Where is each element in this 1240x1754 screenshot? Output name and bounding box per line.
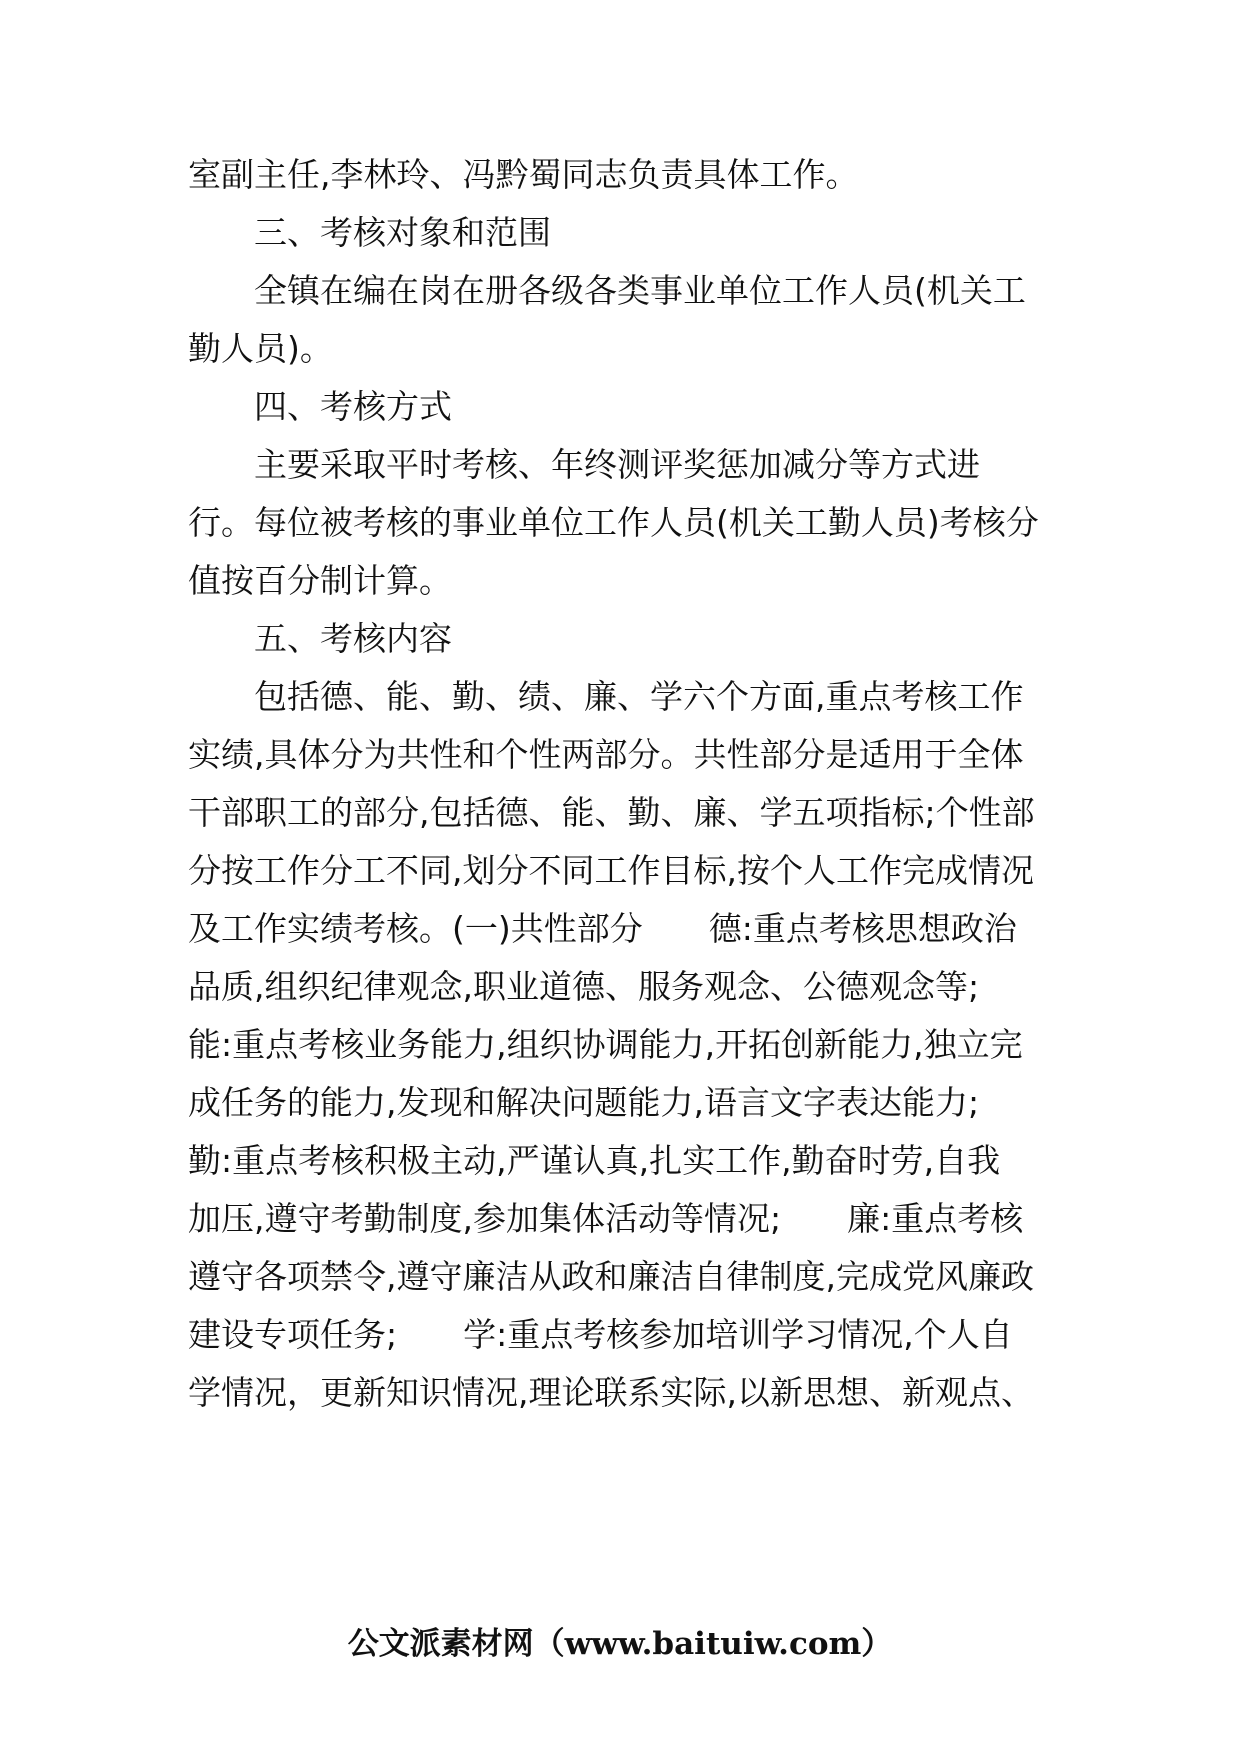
footer-watermark: 公文派素材网（www.baituiw.com） [347,1626,893,1662]
text-line-19: 加压,遵守考勤制度,参加集体活动等情况; 廉:重点考核 [188,1199,1024,1238]
text-line-21: 建设专项任务; 学:重点考核参加培训学习情况,个人自 [188,1315,1013,1354]
text-line-14: 及工作实绩考核。(一)共性部分 德:重点考核思想政治 [188,909,1017,948]
text-line-1: 室副主任,李林玲、冯黔蜀同志负责具体工作。 [188,155,859,194]
text-line-22: 学情况，更新知识情况,理论联系实际,以新思想、新观点、 [188,1373,1034,1412]
text-line-3: 全镇在编在岗在册各级各类事业单位工作人员(机关工 [188,271,1026,310]
text-line-16: 能:重点考核业务能力,组织协调能力,开拓创新能力,独立完 [188,1025,1023,1064]
text-line-7: 行。每位被考核的事业单位工作人员(机关工勤人员)考核分 [188,503,1039,542]
text-line-4: 勤人员)。 [188,329,333,368]
text-line-10: 包括德、能、勤、绩、廉、学六个方面,重点考核工作 [188,677,1024,716]
text-line-12: 干部职工的部分,包括德、能、勤、廉、学五项指标;个性部 [188,793,1035,832]
text-line-18: 勤:重点考核积极主动,严谨认真,扎实工作,勤奋时劳,自我 [188,1141,1001,1180]
text-line-13: 分按工作分工不同,划分不同工作目标,按个人工作完成情况 [188,851,1034,890]
section-heading-3: 三、考核对象和范围 [188,213,551,252]
text-line-20: 遵守各项禁令,遵守廉洁从政和廉洁自律制度,完成党风廉政 [188,1257,1034,1296]
text-line-6: 主要采取平时考核、年终测评奖惩加减分等方式进 [188,445,980,484]
text-line-11: 实绩,具体分为共性和个性两部分。共性部分是适用于全体 [188,735,1024,774]
text-line-15: 品质,组织纪律观念,职业道德、服务观念、公德观念等; [188,967,980,1006]
section-heading-5: 五、考核内容 [188,619,452,658]
text-line-17: 成任务的能力,发现和解决问题能力,语言文字表达能力; [188,1083,980,1122]
text-line-8: 值按百分制计算。 [188,561,452,600]
section-heading-4: 四、考核方式 [188,387,452,426]
